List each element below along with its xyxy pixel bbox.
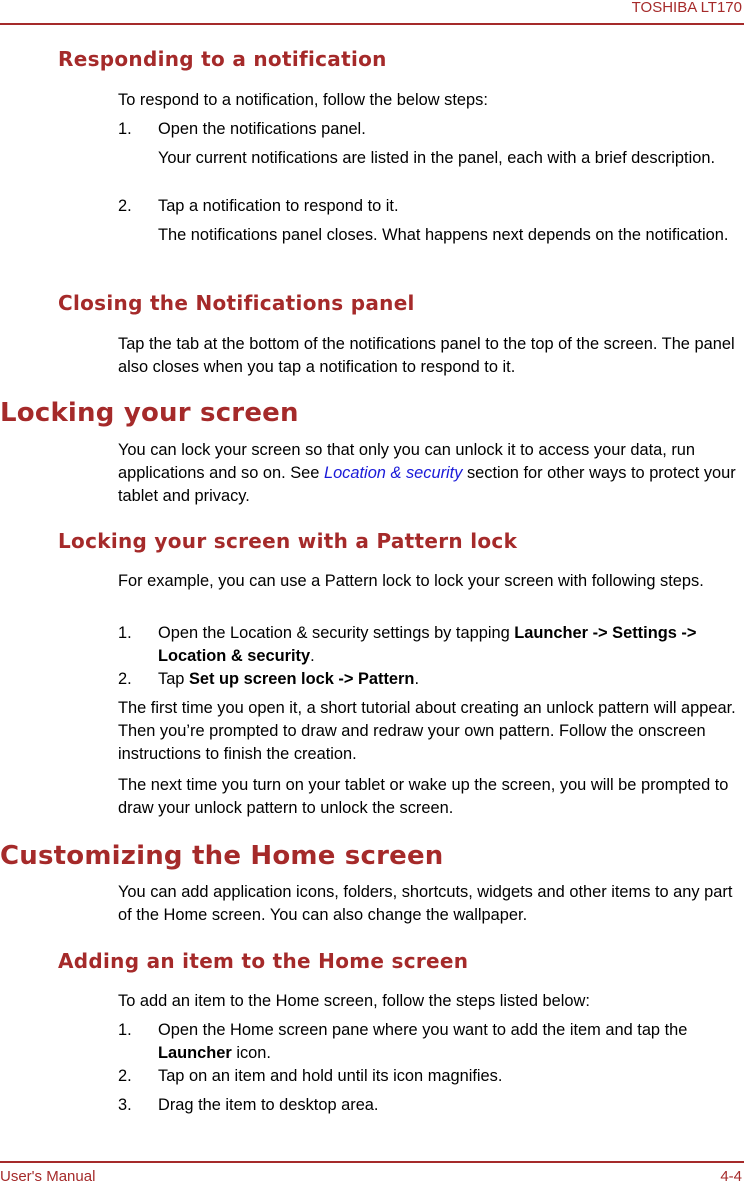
pattern-step-2-text: Tap (158, 670, 189, 688)
locking-body-text: You can lock your screen so that only you can unlock it to access your data, run applications and so on. See (118, 441, 696, 482)
pattern-step-1-text: Open the Location & security settings by tapping (158, 624, 515, 642)
adding-intro: To add an item to the Home screen, follow the steps listed below: (118, 992, 590, 1010)
pattern-step-1-bold: Launcher -> Settings -> Location & security (158, 624, 697, 665)
adding-step-3: Drag the item to desktop area. (158, 1096, 379, 1114)
pattern-step-1 (158, 622, 744, 668)
step-number: 2. (118, 670, 132, 688)
responding-intro: To respond to a notification, follow the below steps: (118, 91, 488, 109)
pattern-step-2-end: . (414, 670, 419, 688)
adding-step-1-end: icon. (231, 1044, 271, 1062)
document-title: TOSHIBA LT170 (631, 0, 742, 16)
responding-step-2: Tap a notification to respond to it. (158, 197, 399, 215)
step-number: 2. (118, 1067, 132, 1085)
step-number: 3. (118, 1096, 132, 1114)
locking-body-text-end: section for other ways to protect your tablet and privacy. (118, 464, 736, 505)
launcher-label: Launcher (158, 1044, 232, 1062)
footer-rule (0, 1161, 744, 1163)
heading-adding-item: Adding an item to the Home screen (58, 949, 469, 973)
page-number: 4-4 (720, 1168, 742, 1185)
responding-step-1-note: Your current notifications are listed in the panel, each with a brief description. (158, 149, 715, 167)
customizing-body: You can add application icons, folders, shortcuts, widgets and other items to any part of the Home screen. You can also change the wallpaper. (118, 883, 733, 924)
closing-body: Tap the tab at the bottom of the notifications panel to the top of the screen. The panel also closes when you tap a notification to respond to it. (118, 335, 735, 376)
responding-step-2-note: The notifications panel closes. What happens next depends on the notification. (158, 226, 729, 244)
location-security-link[interactable]: Location & security (323, 464, 463, 482)
pattern-step-2 (158, 668, 744, 691)
step-number: 1. (118, 624, 132, 642)
adding-step-1 (158, 1019, 744, 1065)
heading-locking: Locking your screen (0, 398, 299, 428)
step-number: 1. (118, 120, 132, 138)
heading-closing: Closing the Notifications panel (58, 291, 415, 315)
pattern-para-1: The first time you open it, a short tutorial about creating an unlock pattern will appear. Then you’re prompted to draw and redraw your own pattern. Follow the onscreen instructions to finish the creation. (118, 699, 736, 763)
responding-step-1: Open the notifications panel. (158, 120, 366, 138)
heading-customizing: Customizing the Home screen (0, 841, 444, 871)
header-rule (0, 23, 744, 25)
heading-pattern-lock: Locking your screen with a Pattern lock (58, 529, 518, 553)
pattern-step-2-bold: Set up screen lock -> Pattern (188, 670, 415, 688)
pattern-intro: For example, you can use a Pattern lock to lock your screen with following steps. (118, 572, 704, 590)
locking-body (118, 439, 744, 508)
heading-responding: Responding to a notification (58, 47, 387, 71)
pattern-para-2: The next time you turn on your tablet or wake up the screen, you will be prompted to draw your unlock pattern to unlock the screen. (118, 776, 729, 817)
adding-step-2: Tap on an item and hold until its icon magnifies. (158, 1067, 503, 1085)
step-number: 1. (118, 1021, 132, 1039)
step-number: 2. (118, 197, 132, 215)
footer-manual-label: User's Manual (0, 1168, 96, 1185)
adding-step-1-text: Open the Home screen pane where you want to add the item and tap the (158, 1021, 688, 1039)
pattern-step-1-end: . (310, 647, 315, 665)
